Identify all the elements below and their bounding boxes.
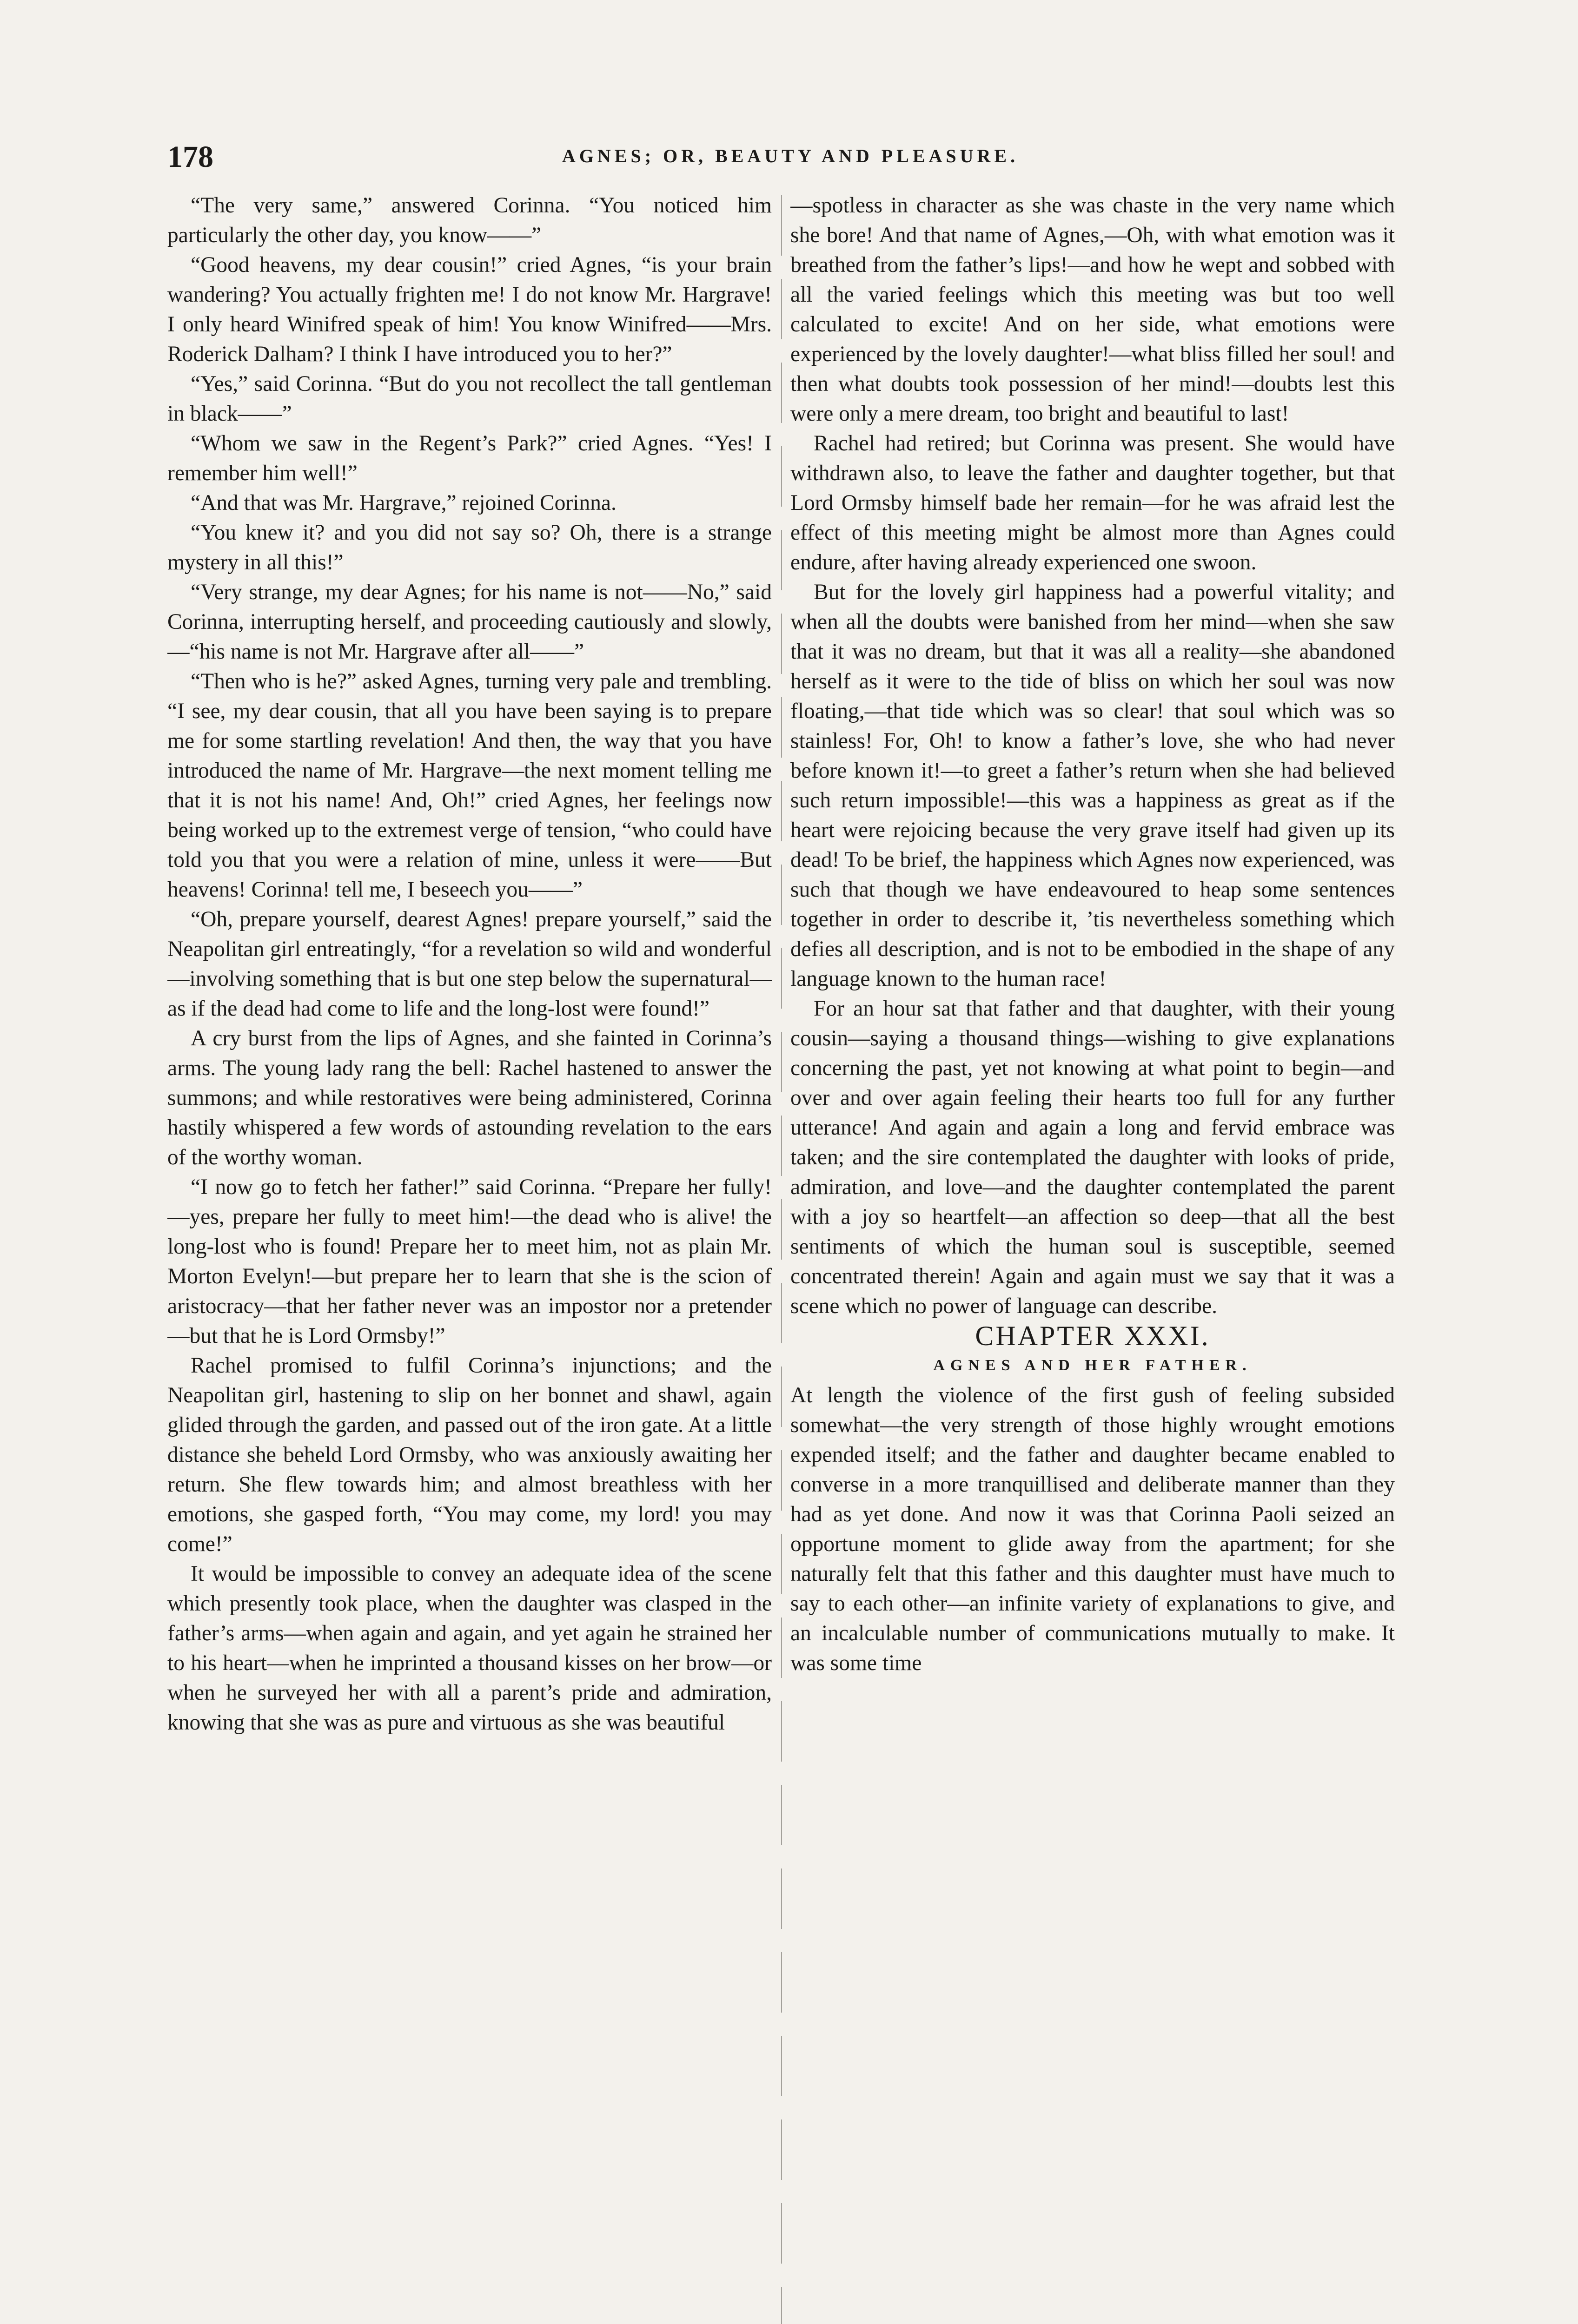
- paragraph: “Whom we saw in the Regent’s Park?” cried Agnes. “Yes! I remember him well!”: [167, 431, 772, 485]
- right-column: [790, 191, 1395, 2324]
- paragraph: Rachel had retired; but Corinna was present. She would have withdrawn also, to leave the father and daughter together, but that Lord Ormsby himself bade her remain—for he was afraid lest the effect of this meeting might be almost more than Agnes could endure, after having already experienced one swoon.: [790, 431, 1395, 574]
- paragraph: “You knew it? and you did not say so? Oh, there is a strange mystery in all this!”: [167, 521, 772, 574]
- page-header: [167, 139, 1413, 181]
- paragraph: “Then who is he?” asked Agnes, turning very pale and trembling. “I see, my dear cousin, that all you have been saying is to prepare me for some startling revelation! And then, the way that you have introduced the name of Mr. Hargrave—the next moment telling me that it is not his name! And, Oh!” cried Agnes, her feelings now being worked up to the extremest verge of tension, “who could have told you that you were a relation of mine, unless it were——But heavens! Corinna! tell me, I beseech you——”: [167, 669, 772, 902]
- chapter-title: CHAPTER XXXI.: [975, 1320, 1210, 1351]
- paragraph: “And that was Mr. Hargrave,” rejoined Corinna.: [191, 491, 617, 515]
- paragraph: For an hour sat that father and that daughter, with their young cousin—saying a thousand things—wishing to give explanations concerning the past, yet not knowing at what point to begin—and over and over again feeling their hearts too full for any further utterance! And again and again a long and fervid embrace was taken; and the sire contemplated the daughter with looks of pride, admiration, and love—and the daughter contemplated the parent with a joy so heartfelt—an affection so deep—that all the best sentiments of which the human soul is susceptible, seemed concentrated therein! Again and again must we say that it was a scene which no power of language can describe.: [790, 997, 1395, 1318]
- column-divider: [781, 195, 782, 2324]
- paragraph: “Very strange, my dear Agnes; for his name is not——No,” said Corinna, interrupting herself, and proceeding cautiously and slowly,—“his name is not Mr. Hargrave after all——”: [167, 580, 772, 664]
- left-column: [167, 191, 772, 2324]
- chapter-subtitle: AGNES AND HER FATHER.: [933, 1357, 1252, 1374]
- paragraph: “Yes,” said Corinna. “But do you not recollect the tall gentleman in black——”: [167, 372, 772, 426]
- paragraph: —spotless in character as she was chaste in the very name which she bore! And that name of Agnes,—Oh, with what emotion was it breathed from the father’s lips!—and how he wept and sobbed with all the varied feelings which this meeting was but too well calculated to excite! And on her side, what emotions were experienced by the lovely daughter!—what bliss filled her soul! and then what doubts took possession of her mind!—doubts lest this were only a mere dream, too bright and beautiful to last!: [790, 193, 1395, 426]
- paragraph: A cry burst from the lips of Agnes, and she fainted in Corinna’s arms. The young lady rang the bell: Rachel hastened to answer the summons; and while restoratives were being administered, Corinna hastily whispered a few words of astounding revelation to the ears of the worthy woman.: [167, 1026, 772, 1169]
- paragraph: It would be impossible to convey an adequate idea of the scene which presently took place, when the daughter was clasped in the father’s arms—when again and again, and yet again he strained her to his heart—when he imprinted a thousand kisses on her brow—or when he surveyed her with all a parent’s pride and admiration, knowing that she was as pure and virtuous as she was beautiful: [167, 1562, 772, 1735]
- running-title: AGNES; OR, BEAUTY AND PLEASURE.: [562, 145, 1019, 166]
- paragraph: “Oh, prepare yourself, dearest Agnes! prepare yourself,” said the Neapolitan girl entreatingly, “for a revelation so wild and wonderful—involving something that is but one step below the supernatural—as if the dead had come to life and the long-lost were found!”: [167, 907, 772, 1021]
- paragraph: Rachel promised to fulfil Corinna’s injunctions; and the Neapolitan girl, hastening to slip on her bonnet and shawl, again glided through the garden, and passed out of the iron gate. At a little distance she beheld Lord Ormsby, who was anxiously awaiting her return. She flew towards him; and almost breathless with her emotions, she gasped forth, “You may come, my lord! you may come!”: [167, 1353, 772, 1556]
- paragraph: But for the lovely girl happiness had a powerful vitality; and when all the doubts were banished from her mind—when she saw that it was no dream, but that it was all a reality—she abandoned herself as it were to the tide of bliss on which her soul was now floating,—that tide which was so clear! that soul which was so stainless! For, Oh! to know a father’s love, she who had never before known it!—to greet a father’s return when she had believed such return impossible!—this was a happiness as great as if the heart were rejoicing because the very grave itself had given up its dead! To be brief, the happiness which Agnes now experienced, was such that though we have endeavoured to heap some sentences together in order to describe it, ’tis nevertheless something which defies all description, and is not to be embodied in the shape of any language known to the human race!: [790, 580, 1395, 991]
- paragraph: At length the violence of the first gush of feeling subsided somewhat—the very strength of those highly wrought emotions expended itself; and the father and daughter became enabled to converse in a more tranquillised and deliberate manner than they had as yet done. And now it was that Corinna Paoli seized an opportune moment to glide away from the apartment; for she naturally felt that this father and this daughter must have much to say to each other—an infinite variety of explanations to give, and an incalculable number of communications mutually to make. It was some time: [790, 1383, 1395, 1675]
- page-number: 178: [167, 140, 213, 174]
- paragraph: “I now go to fetch her father!” said Corinna. “Prepare her fully!—yes, prepare her fully to meet him!—the dead who is alive! the long-lost who is found! Prepare her to meet him, not as plain Mr. Morton Evelyn!—but prepare her to learn that she is the scion of aristocracy—that her father never was an impostor nor a pretender—but that he is Lord Ormsby!”: [167, 1175, 772, 1348]
- paragraph: “Good heavens, my dear cousin!” cried Agnes, “is your brain wandering? You actually frighten me! I do not know Mr. Hargrave! I only heard Winifred speak of him! You know Winifred——Mrs. Roderick Dalham? I think I have introduced you to her?”: [167, 253, 772, 366]
- paragraph: “The very same,” answered Corinna. “You noticed him particularly the other day, you know——”: [167, 193, 772, 247]
